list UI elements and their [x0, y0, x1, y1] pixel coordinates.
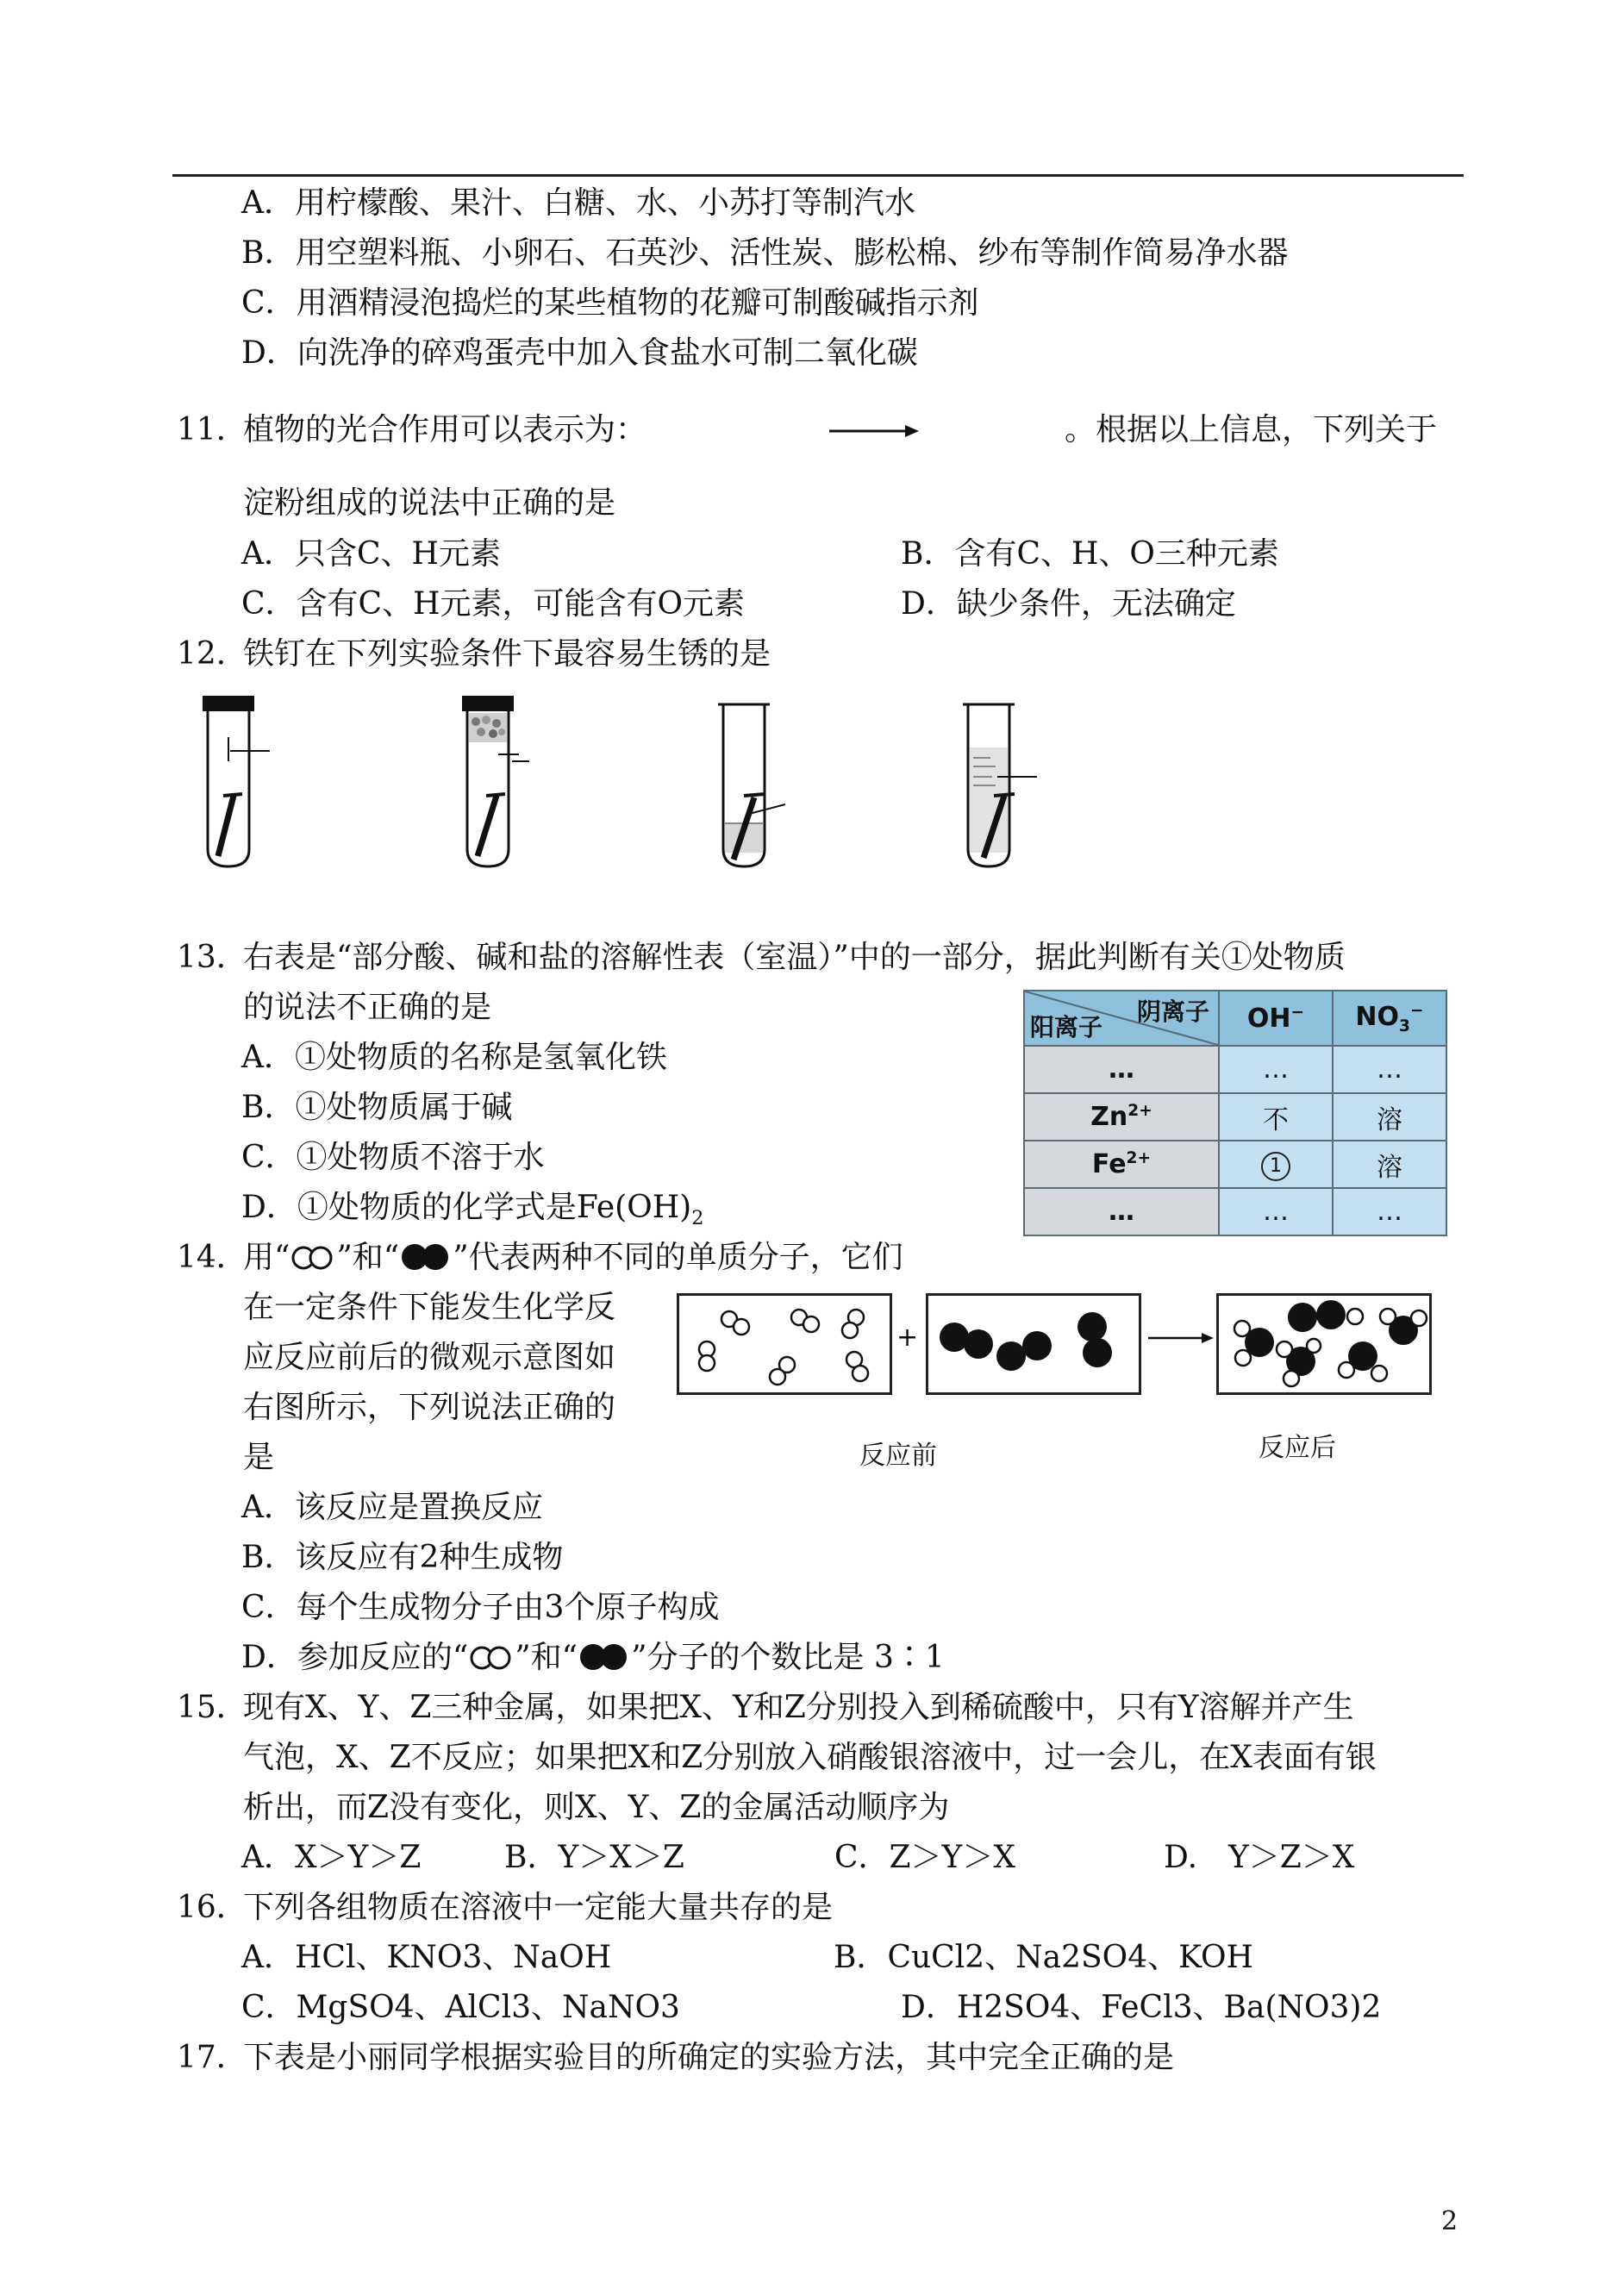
ellipsis-cell: …	[1219, 1188, 1333, 1235]
black-molecule-icon	[399, 1242, 453, 1272]
ellipsis-cell: …	[1219, 1046, 1333, 1093]
q12-number: 12．	[177, 636, 247, 672]
test-tube-water-air-icon	[711, 694, 806, 871]
q14-number: 14．	[177, 1240, 247, 1275]
fe-oh-cell	[1219, 1141, 1333, 1188]
after-molecules-box	[1216, 1293, 1432, 1395]
plus-sign: +	[896, 1323, 919, 1353]
oh-header: OH−	[1219, 991, 1333, 1046]
q15-stem-line1: 现有X、Y、Z三种金属，如果把X、Y和Z分别投入到稀硫酸中，只有Y溶解并产生	[243, 1690, 1354, 1725]
q11-stem-end: 。根据以上信息，下列关于	[1065, 412, 1438, 447]
q15-option-d: D. Y＞Z＞X	[1164, 1840, 1355, 1875]
q11-option-c: C．含有C、H元素，可能含有O元素	[241, 586, 745, 622]
q14-option-b: B．该反应有2种生成物	[241, 1540, 564, 1575]
ellipsis-cell: …	[1333, 1046, 1446, 1093]
q15-number: 15．	[177, 1690, 247, 1725]
page-number: 2	[1441, 2206, 1458, 2236]
q14-option-d: D．参加反应的“ ”和“ ”分子的个数比是 3∶1	[241, 1640, 945, 1675]
q16-stem: 下列各组物质在溶液中一定能大量共存的是	[243, 1890, 834, 1925]
ellipsis-cell: …	[1333, 1188, 1446, 1235]
reaction-arrow-icon	[828, 421, 922, 441]
q10-option-b: B．用空塑料瓶、小卵石、石英沙、活性炭、膨松棉、纱布等制作简易净水器	[241, 235, 1289, 271]
q11-stem-continue: 淀粉组成的说法中正确的是	[243, 485, 616, 521]
header-rule	[172, 174, 1464, 177]
reaction-arrow-icon	[1146, 1328, 1215, 1348]
q11-option-a: A．只含C、H元素	[241, 536, 501, 572]
q13-option-b: B．①处物质属于碱	[241, 1090, 513, 1125]
q15-stem-line2: 气泡，X、Z不反应；如果把X和Z分别放入硝酸银溶液中，过一会儿，在X表面有银	[243, 1740, 1377, 1775]
before-caption: 反应前	[859, 1441, 937, 1471]
q16-option-c: C．MgSO4、AlCl3、NaNO3	[241, 1990, 680, 2025]
q17-stem: 下表是小丽同学根据实验目的所确定的实验方法，其中完全正确的是	[243, 2040, 1175, 2075]
q14-stem-line1: 用“ ”和“ ”代表两种不同的单质分子，它们	[243, 1240, 903, 1275]
before-white-molecules-box	[677, 1293, 892, 1395]
q13-option-d: D．①处物质的化学式是$Fe(OH)_2$	[241, 1190, 704, 1230]
q13-number: 13．	[177, 940, 247, 975]
q10-option-a: A．用柠檬酸、果汁、白糖、水、小苏打等制汽水	[241, 185, 915, 221]
q14-option-c: C．每个生成物分子由3个原子构成	[241, 1590, 720, 1625]
white-molecule-icon	[290, 1245, 336, 1271]
q11-stem-start: 植物的光合作用可以表示为：	[243, 412, 647, 447]
q15-stem-line3: 析出，而Z没有变化，则X、Y、Z的金属活动顺序为	[243, 1790, 950, 1825]
q14-stem-line4: 右图所示，下列说法正确的	[243, 1390, 616, 1425]
q15-option-a: A．X＞Y＞Z	[241, 1840, 422, 1875]
q15-option-b: B．Y＞X＞Z	[504, 1840, 684, 1875]
q17-number: 17．	[177, 2040, 247, 2075]
q13-option-c: C．①处物质不溶于水	[241, 1140, 545, 1175]
cation-header: 阳离子	[1030, 1013, 1103, 1041]
q14-stem-line2: 在一定条件下能发生化学反	[243, 1290, 616, 1325]
q10-option-c: C．用酒精浸泡捣烂的某些植物的花瓣可制酸碱指示剂	[241, 285, 979, 321]
test-tube-dry-air-icon	[194, 694, 272, 871]
q14-option-a: A．该反应是置换反应	[241, 1490, 543, 1525]
q16-option-d: D．H2SO4、FeCl3、Ba(NO3)2	[901, 1990, 1382, 2025]
anion-header: 阴离子	[1136, 997, 1209, 1026]
before-black-molecules-box	[926, 1293, 1141, 1395]
test-tube-desiccant-icon	[448, 694, 543, 871]
solubility-table	[1023, 990, 1447, 1236]
q14-stem-line5: 是	[243, 1440, 275, 1475]
ellipsis-cell: …	[1024, 1188, 1219, 1235]
black-molecule-icon	[578, 1642, 631, 1672]
after-caption: 反应后	[1259, 1433, 1336, 1463]
q16-option-a: A．HCl、KNO3、NaOH	[241, 1940, 612, 1975]
circled-one-mark: 1	[1261, 1152, 1290, 1181]
q11-option-b: B．含有C、H、O三种元素	[901, 536, 1279, 572]
zn-row-label: $Zn^{2+}$	[1024, 1093, 1219, 1141]
q13-stem-line1: 右表是“部分酸、碱和盐的溶解性表（室温）”中的一部分，据此判断有关①处物质	[243, 940, 1346, 975]
fe-row-label: $Fe^{2+}$	[1024, 1141, 1219, 1188]
fe-no3-cell: 溶	[1333, 1141, 1446, 1188]
q11-option-d: D．缺少条件，无法确定	[901, 586, 1236, 622]
white-molecule-icon	[468, 1645, 515, 1671]
q14-stem-line3: 应反应前后的微观示意图如	[243, 1340, 616, 1375]
q15-option-c: C．Z＞Y＞X	[834, 1840, 1015, 1875]
ellipsis-cell: …	[1024, 1046, 1219, 1093]
no3-header: $NO_3^-$	[1333, 991, 1446, 1046]
zn-oh-cell: 不	[1219, 1093, 1333, 1141]
q16-number: 16．	[177, 1890, 247, 1925]
q13-option-a: A．①处物质的名称是氢氧化铁	[241, 1040, 667, 1075]
q10-option-d: D．向洗净的碎鸡蛋壳中加入食盐水可制二氧化碳	[241, 335, 918, 371]
q12-stem: 铁钉在下列实验条件下最容易生锈的是	[243, 636, 771, 672]
test-tube-boiled-water-icon	[953, 694, 1047, 871]
q11-number: 11．	[177, 412, 247, 447]
q16-option-b: B．CuCl2、Na2SO4、KOH	[834, 1940, 1253, 1975]
zn-no3-cell: 溶	[1333, 1093, 1446, 1141]
q13-stem-line2: 的说法不正确的是	[243, 990, 492, 1025]
